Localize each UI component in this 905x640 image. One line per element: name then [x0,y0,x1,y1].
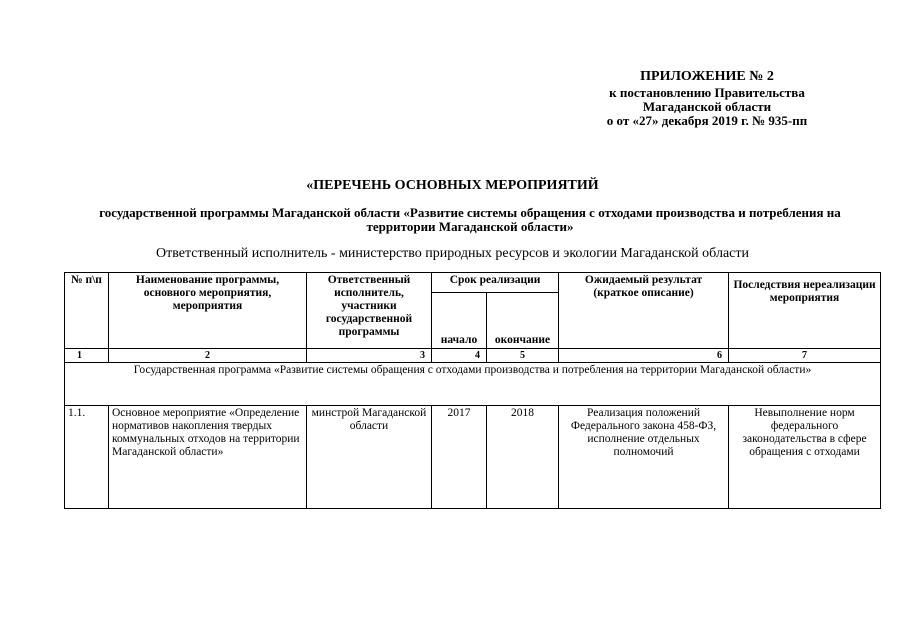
appendix-line-1: к постановлению Правительства [609,85,805,100]
col-number-1: 1 [65,349,109,363]
header-start: начало [432,293,487,349]
row-executor: минстрой Магаданской области [307,406,432,509]
row-consequence: Невыполнение норм федерального законодательства в сфере обращения с отходами [729,406,881,509]
header-num: № п\п [65,273,109,349]
col-number-7: 7 [729,349,881,363]
header-row-1 [65,273,881,293]
header-consequence: Последствия нереализации мероприятия [729,273,881,349]
row-name: Основное мероприятие «Определение нормативов накопления твердых коммунальных отходов на территории Магаданской области» [109,406,307,509]
row-num: 1.1. [65,406,109,509]
responsible-executor: Ответственный исполнитель - министерство природных ресурсов и экологии Магаданской области [156,246,749,261]
col-number-4: 4 [432,349,487,363]
col-number-6: 6 [559,349,729,363]
header-executor: Ответственный исполнитель, участники государственной программы [307,273,432,349]
measures-table [64,272,881,509]
header-term: Срок реализации [432,273,559,293]
document-title: «ПЕРЕЧЕНЬ ОСНОВНЫХ МЕРОПРИЯТИЙ [306,178,599,193]
col-number-5: 5 [487,349,559,363]
appendix-line-2: Магаданской области [642,99,772,114]
program-row [65,363,881,406]
row-result: Реализация положений Федерального закона 458-ФЗ, исполнение отдельных полномочий [559,406,729,509]
col-number-3: 3 [307,349,432,363]
header-result: Ожидаемый результат (краткое описание) [559,273,729,349]
appendix-line-3: о от «27» декабря 2019 г. № 935-пп [606,113,808,128]
header-name: Наименование программы, основного мероприятия, мероприятия [109,273,307,349]
appendix-header [587,70,827,128]
row-end: 2018 [487,406,559,509]
column-numbers-row [65,349,881,363]
table-row [65,406,881,509]
col-number-2: 2 [109,349,307,363]
appendix-title: ПРИЛОЖЕНИЕ № 2 [640,69,774,84]
row-start: 2017 [432,406,487,509]
program-name: Государственная программа «Развитие системы обращения с отходами производства и потребления на территории Магаданской области» [65,363,881,406]
document-subtitle: государственной программы Магаданской области «Развитие системы обращения с отходами производства и потребления на территории Магаданской области» [99,205,841,234]
header-end: окончание [487,293,559,349]
